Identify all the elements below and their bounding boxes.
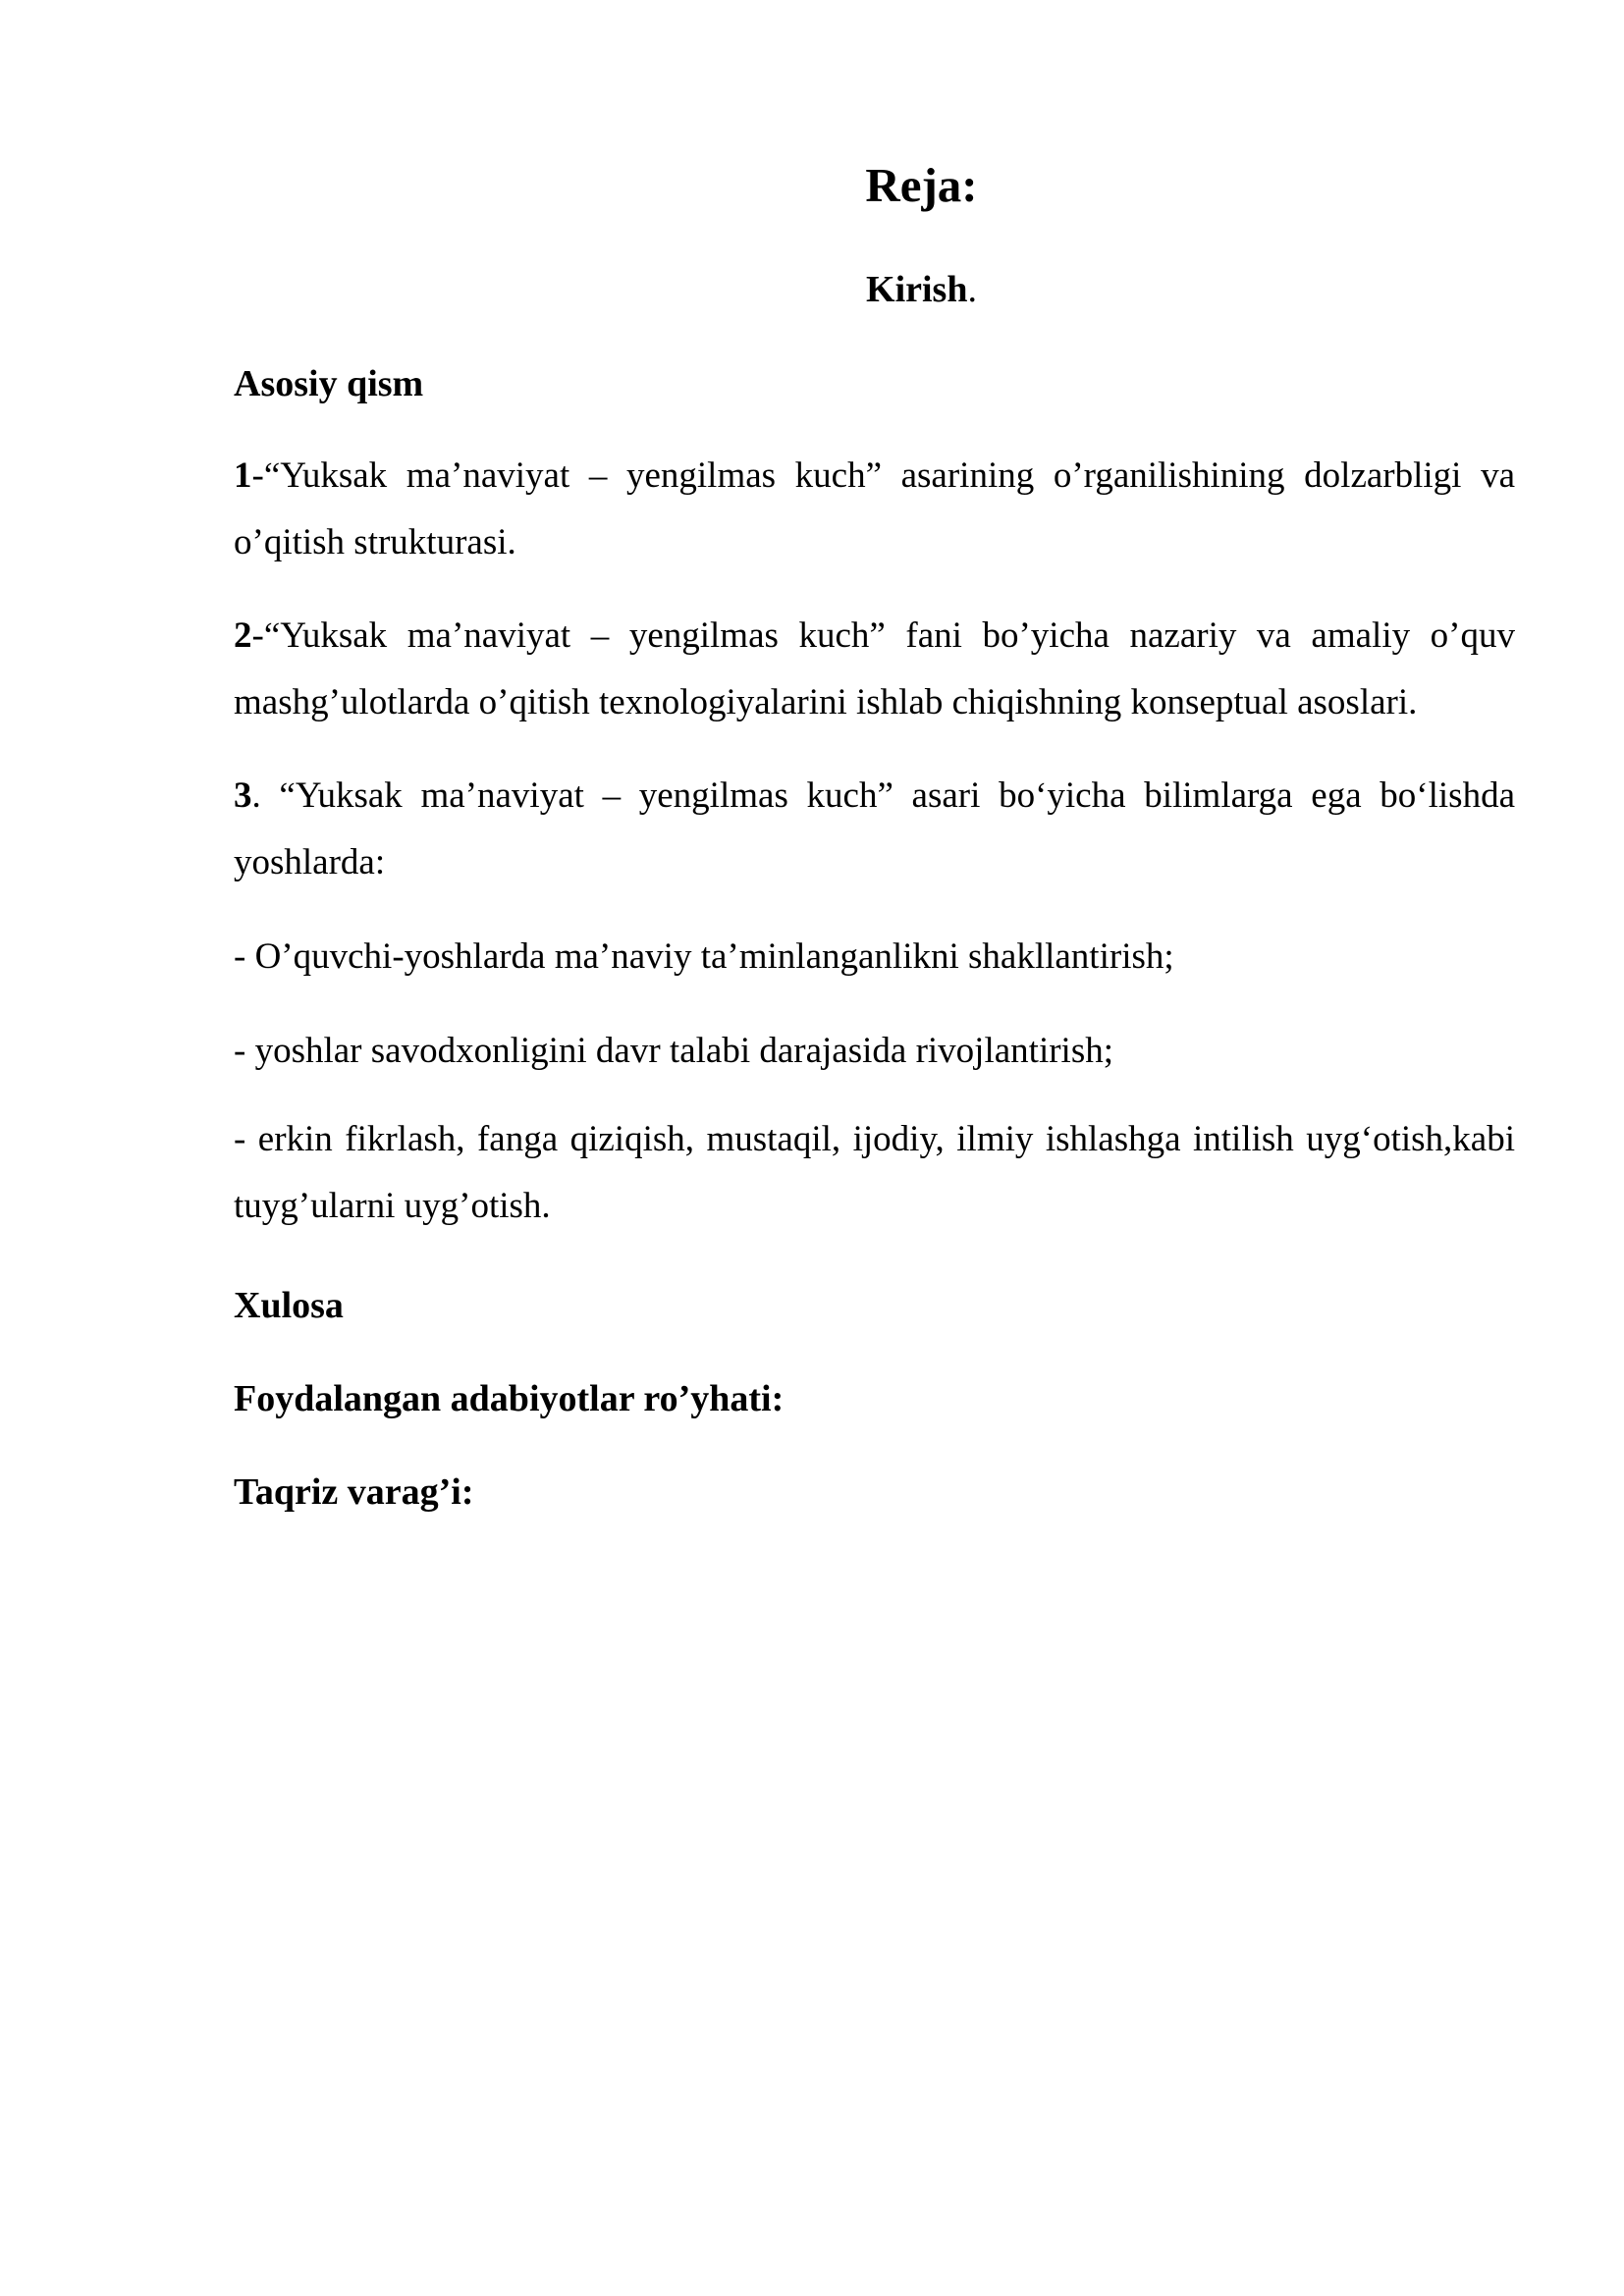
page-title <box>234 155 1515 216</box>
intro-heading <box>234 265 1515 314</box>
plan-item-2-number: 2 <box>234 615 252 656</box>
plan-item-2 <box>234 603 1515 736</box>
bullet-item-3: - erkin fikrlash, fanga qiziqish, mustaqil, ijodiy, ilmiy ishlashga intilish uyg‘otish,kabi tuyg’ularni uyg’otish. <box>234 1119 1515 1226</box>
plan-item-3-text: . “Yuksak ma’naviyat – yengilmas kuch” asari bo‘yicha bilimlarga ega bo‘lishda yoshlarda: <box>234 775 1515 882</box>
intro-label: Kirish <box>866 269 968 310</box>
bullet-item-2: - yoshlar savodxonligini davr talabi darajasida rivojlantirish; <box>234 1031 1114 1071</box>
plan-item-2-text: -“Yuksak ma’naviyat – yengilmas kuch” fani bo’yicha nazariy va amaliy o’quv mashg’ulotlarda o’qitish texnologiyalarini ishlab chiqishning konseptual asoslari. <box>234 615 1515 722</box>
intro-suffix: . <box>967 269 977 310</box>
review-heading: Taqriz varag’i: <box>234 1471 474 1513</box>
main-section-heading: Asosiy qism <box>234 363 424 404</box>
plan-item-1-number: 1 <box>234 455 252 496</box>
plan-item-3 <box>234 763 1515 896</box>
plan-item-1 <box>234 443 1515 576</box>
page-title-text: Reja: <box>865 158 978 212</box>
bullet-item-1: - O’quvchi-yoshlarda ma’naviy ta’minlanganlikni shakllantirish; <box>234 936 1174 977</box>
plan-item-3-number: 3 <box>234 775 252 816</box>
references-heading: Foydalangan adabiyotlar ro’yhati: <box>234 1378 785 1419</box>
plan-item-1-text: -“Yuksak ma’naviyat – yengilmas kuch” asarining o’rganilishining dolzarbligi va o’qitish strukturasi. <box>234 455 1515 562</box>
conclusion-heading: Xulosa <box>234 1285 344 1326</box>
